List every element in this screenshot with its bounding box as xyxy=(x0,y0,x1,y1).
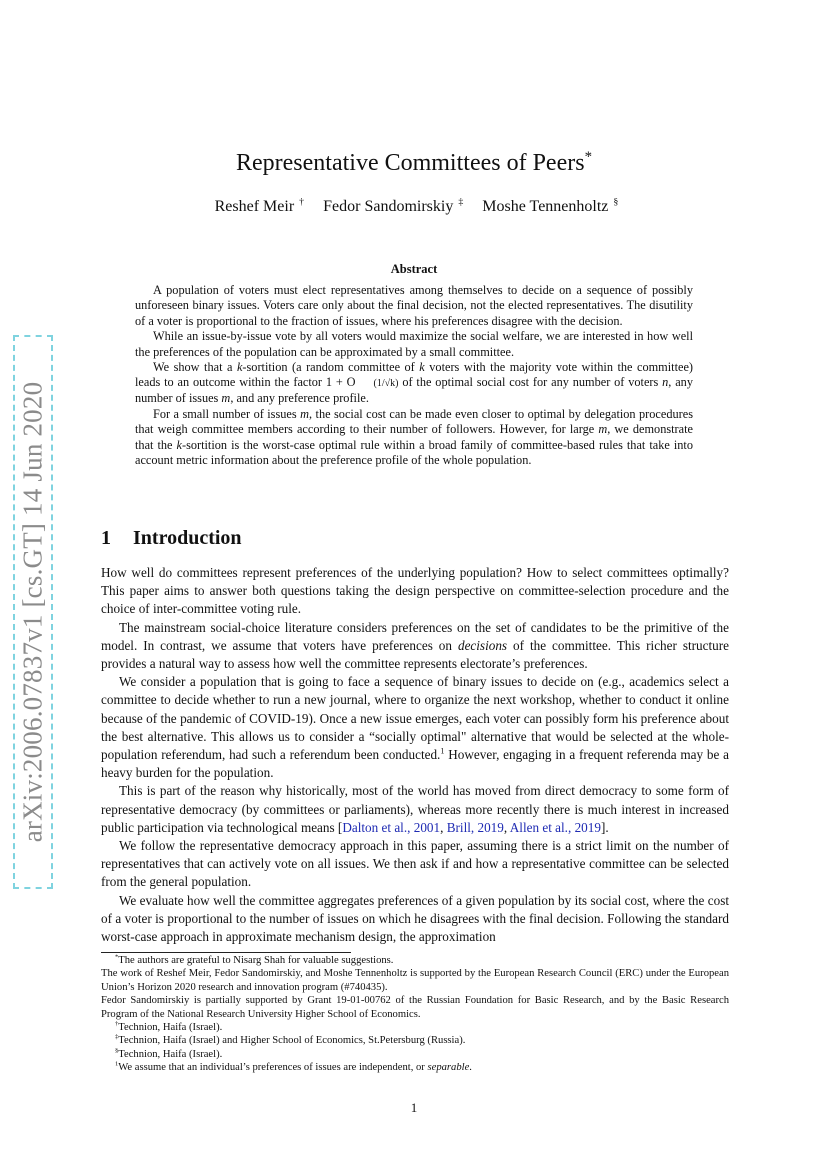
title-footnote-mark: * xyxy=(584,149,592,165)
abstract-heading: Abstract xyxy=(390,262,438,276)
abstract-paragraph: A population of voters must elect representatives among themselves to decide on a sequence of possibly unforeseen binary issues. Voters care only about the final decision, not the elected representatives. The disutility of a voter is proportional to the fraction of issues, where his preferences disagree with the decision. xyxy=(135,283,693,328)
abstract-paragraph: While an issue-by-issue vote by all voters would maximize the social welfare, we are interested in how well the preferences of the population can be approximated by a small committee. xyxy=(135,329,693,359)
author-list xyxy=(0,198,828,216)
body-paragraph: How well do committees represent preferences of the underlying population? How to select committees optimally? This paper aims to answer both questions taking the design perspective on committee-selection procedure and the choice of inter-committee voting rule. xyxy=(101,565,729,617)
section-heading: 1 Introduction xyxy=(101,527,242,549)
arxiv-stamp: arXiv:2006.07837v1 [cs.GT] 14 Jun 2020 xyxy=(17,381,48,843)
arxiv-stamp-box xyxy=(16,338,50,886)
abstract-paragraph: For a small number of issues m, the social cost can be made even closer to optimal by delegation procedures that weigh committee members according to their number of followers. However, for large m, we demonstrate that the k-sortition is the worst-case optimal rule within a broad family of committee-based rules that take into account metric information about the preference profile of the whole population. xyxy=(135,406,693,467)
citation-link[interactable]: Brill, 2019 xyxy=(446,819,504,835)
footnote: $^1$We assume that an individual’s preferences of issues are independent, or separable. xyxy=(115,1060,472,1074)
paper-title: Representative Committees of Peers* xyxy=(235,149,592,176)
footnote: †Technion, Haifa (Israel). xyxy=(115,1020,223,1034)
abstract-paragraph: We show that a k-sortition (a random committee of k voters with the majority vote within the committee) leads to an outcome within the factor 1 + O (1/√k) of the optimal social cost for any number of voters n, any number of issues m, and any preference profile. xyxy=(135,360,694,406)
body-paragraph: This is part of the reason why historically, most of the world has moved from direct democracy to some form of representative democracy (by committees or parliaments), whereas more recently there is much interest in increased public participation via technological means [Dalton et al., 2001, Brill, 2019, Allen et al., 2019]. xyxy=(101,783,729,835)
footnote: ‡Technion, Haifa (Israel) and Higher School of Economics, St.Petersburg (Russia). xyxy=(115,1033,466,1047)
footnote: §Technion, Haifa (Israel). xyxy=(115,1047,223,1060)
footnote-ref[interactable]: 1 xyxy=(440,746,445,756)
author: Reshef Meir † xyxy=(214,196,305,215)
footnote: Fedor Sandomirskiy is partially supported by Grant 19-01-00762 of the Russian Foundation for Basic Research, and by the Basic Research Program of the National Research University Higher School of Economics. xyxy=(101,995,729,1020)
citation-link[interactable]: Allen et al., 2019 xyxy=(509,819,601,835)
citation-link[interactable]: Dalton et al., 2001 xyxy=(342,819,441,835)
body-paragraph: The mainstream social-choice literature considers preferences on the set of candidates to be the primitive of the model. In contrast, we assume that voters have preferences on decisions of the committee. This richer structure provides a natural way to assess how well the committee represents electorate’s preferences. xyxy=(101,619,729,672)
page-number: 1 xyxy=(410,1100,418,1115)
body-text xyxy=(101,564,729,946)
author: Moshe Tennenholtz § xyxy=(482,196,619,215)
body-paragraph: We consider a population that is going to face a sequence of binary issues to decide on (e.g., academics select a committee to decide whether to run a new journal, where to organize the next workshop, whether to conduct it online because of the pandemic of COVID-19). Once a new issue emerges, each voter can possibly form his preference about the best alternative. This allows us to consider a “socially optimal" alternative that would be selected at the whole-population referendum, had such a referendum been conducted.$^1$ However, engaging in a frequent referenda may be a heavy burden for the population. xyxy=(101,674,729,781)
body-paragraph: We follow the representative democracy approach in this paper, assuming there is a strict limit on the number of representatives that can actively vote on all issues. We then ask if and how a representative committee can be selected from the general population. xyxy=(101,838,729,890)
author: Fedor Sandomirskiy ‡ xyxy=(323,196,464,215)
footnote: *The authors are grateful to Nisarg Shah for valuable suggestions. xyxy=(115,953,394,966)
fraction-expression: (1/√k) xyxy=(373,377,399,389)
footnote-rule xyxy=(101,952,351,953)
footnotes xyxy=(101,954,729,1075)
footnote: The work of Reshef Meir, Fedor Sandomirskiy, and Moshe Tennenholtz is supported by the European Research Council (ERC) under the European Union’s Horizon 2020 research and innovation program (#740435). xyxy=(101,968,729,993)
abstract xyxy=(135,283,693,468)
body-paragraph: We evaluate how well the committee aggregates preferences of a given population by its social cost, where the cost of a voter is proportional to the number of issues on which he disagrees with the final decision. Following the standard worst-case approach in approximate mechanism design, the approximation xyxy=(101,892,729,945)
